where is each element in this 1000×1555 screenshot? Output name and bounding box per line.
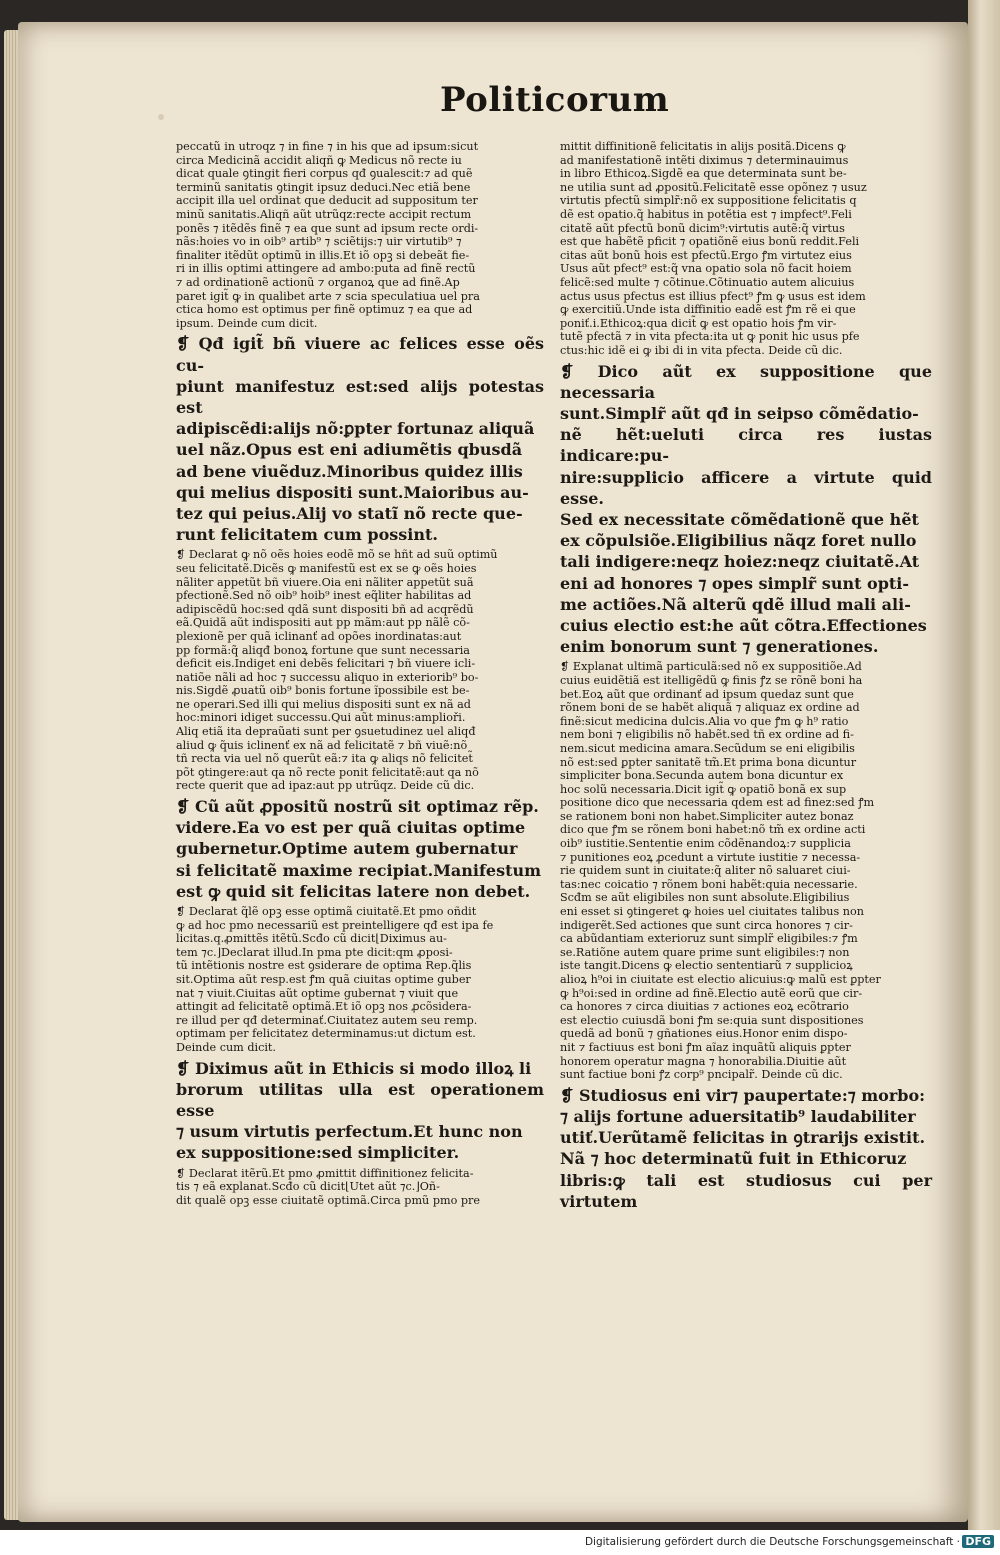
text-passage: ❡ Diximus aũt in Ethicis si modo illoꝝ li brorum utilitas ulla est operationem esse ⁊ usum virtutis perfectum.Et hunc non ex suppositione:sed simpliciter. [176,1058,544,1163]
text-passage: ❡ Cũ aũt ꝓpositũ nostrũ sit optimaz rẽp. videre.Ea vo est per quã ciuitas optime gubernetur.Optime autem gubernatur si felicitatẽ maxime recipiat.Manifestum est ꝙ quid sit felicitas latere non debet. [176,797,542,901]
commentary-block: ❡ Explanat ultimã particulã:sed nõ ex suppositiõe.Ad cuius euidẽtiã est itelligẽdũ ꝙ finis ꝭz se rõnẽ boni ha bet.Eoꝝ aũt que ordinanť ad ipsum quedaz sunt que rõnem boni de se habẽt aliquã ⁊ aliquaz ex ordine ad finẽ:sicut medicina dulcis.Alia vo que ꝭm ꝙ h⁹ ratio nem boni ⁊ eligibilis nõ habẽt.sed tñ ex ordine ad fi- nem.sicut medicina amara.Secũdum se eni eligibilis nõ est:sed ꝑpter sanitatẽ tm̃.Et prima bona dicuntur simpliciter bona.Secunda autem bona dicuntur ex hoc solũ necessaria.Dicit igit̃ ꝙ opatiõ bonã ex sup positione dico que necessaria qdem est ad finez:sed ꝭm se rationem boni non habet.Simpliciter autez bonaz dico que ꝭm se rõnem boni habet:nõ tm̃ ex ordine acti oib⁹ iustitie.Sententie enim cõdẽnandoꝝ:⁊ supplicia ⁊ punitiones eoꝝ ꝓcedunt a virtute iustitie ⁊ necessa- rie quidem sunt in ciuitate:q̃ aliter nõ saluaret ciui- tas:nec coicatio ⁊ rõnem boni habẽt:quia necessarie. Scđm se aũt eligibiles non sunt absolute.Eligibilius eni esset si ꝯtingeret ꝙ hoies uel ciuitates talibus non indigerẽt.Sed actiones que sunt circa honores ⁊ cir- ca abũdantiam exterioruz sunt simplr̃ eligibiles:⁊ ꝭm se.Ratiõne autem quare prime sunt eligibiles:⁊ non iste tangit.Dicens ꝙ electio sententiarũ ⁊ supplicioꝝ alioꝝ h⁹oi in ciuitate est electio alicuius:ꝙ malũ est ꝑpter ꝙ h⁹oi:sed in ordine ad finẽ.Electio autẽ eorũ que cir- ca honores ⁊ circa diuitias ⁊ actiones eoꝝ ecõtrario est electio cuiusdã boni ꝭm se:quia sunt dispositiones quedã ad bonũ ⁊ gñationes eius.Honor enim dispo- nit ⁊ factiuus est boni ꝭm aĩaz inquãtũ aliquis ꝑpter honorem operatur magna ⁊ honorabilia.Diuitie aũt sunt factiue boni ꝭz corp⁹ pncipalr̃. Deinde cũ dic. [560,660,881,1082]
text-passage: ❡ Dico aũt ex suppositione que necessaria sunt.Simplr̃ aũt qđ in seipso cõmẽdatio- nẽ hẽt:ueluti circa res iustas indicare:pu- nire:supplicio afficere a virtute quid esse. Sed ex necessitate cõmẽdationẽ que hẽt ex cõpulsiõe.Eligibilius nãqz foret nullo tali indigere:neqz hoiez:neqz ciuitatẽ.At eni ad honores ⁊ opes simplr̃ sunt opti- me actiões.Nã alterũ qdẽ illud mali ali- cuius electio est:he aũt cõtra.Effectiones enim bonorum sunt ⁊ generationes. [560,361,932,657]
text-passage: ❡ Qđ igit̃ bñ viuere ac felices esse oẽs cu- piunt manifestuz est:sed alijs potestas est adipiscẽdi:alijs nõ:ꝑpter fortunaz aliquã uel nãz.Opus est eni adiumẽtis qbusdã ad bene viuẽduz.Minoribus quidez illis qui melius dispositi sunt.Maioribus au- tez qui peius.Alij vo statĩ nõ recte que- runt felicitatem cum possint. [176,334,544,545]
commentary-block: ❡ Declarat ꝙ nõ oẽs hoies eodẽ mõ se hñt ad suũ optimũ seu felicitatẽ.Dicẽs ꝙ manifestũ est ex se ꝙ oẽs hoies nãliter appetũt bñ viuere.Oia eni nãliter appetũt suã pfectionẽ.Sed nõ oib⁹ hoib⁹ inest eq̃liter habilitas ad adipiscẽdũ hoc:sed qdã sunt dispositi bñ ad acqrẽdũ eã.Quidã aũt indispositi aut pp mãm:aut pp nãlẽ cõ- plexionẽ per quã iclinanť ad opões inordinatas:aut pp formã:q̃ aliqđ bonoꝝ fortune que sunt necessaria deficit eis.Indiget eni debẽs felicitari ⁊ bñ viuere icli- natiõe nãli ad hoc ⁊ successu aliquo in exteriorib⁹ bo- nis.Sigdẽ ꝓuatũ oib⁹ bonis fortune ĩpossibile est be- ne operari.Sed illi qui melius dispositi sunt ex nã ad hoc:minori idiget successu.Qui aũt minus:amplioři. Aliq etiã ita depraũati sunt per ꝯsuetudinez uel aliqđ aliud ꝙ q̃uis iclinenť ex nã ad felicitatẽ ⁊ bñ viuẽ:nõ tñ recta via uel nõ querũt eã:⁊ ita ꝙ aliqs nõ felicitet̃ põt ꝯtingere:aut qa nõ recte ponit felicitatẽ:aut qa nõ recte querit que ad ipaz:aut pp utrũqz. Deide cũ dic. [176,548,498,793]
text-passage: ❡ Studiosus eni vir⁊ paupertate:⁊ morbo: ⁊ alijs fortune aduersitatib⁹ laudabiliter utiť.Uerũtamẽ felicitas in ꝯtrarijs existit. Nã ⁊ hoc determinatũ fuit in Ethicoruz libris:ꝙ tali est studiosus cui per virtutem [560,1085,932,1211]
adjacent-page-edge [968,0,1000,1530]
commentary-block: mittit diffinitionẽ felicitatis in alijs positã.Dicens ꝙ ad manifestationẽ intẽti diximus ⁊ determinauimus in libro Ethicoꝝ.Sigdẽ ea que determinata sunt be- ne utilia sunt ad ꝓpositũ.Felicitatẽ esse opõnez ⁊ usuz virtutis pfectũ simplr̃:nõ ex suppositione felicitatis q dẽ est opatio.q̃ habitus in potẽtia est ⁊ impfect⁹.Feli citatẽ aũt pfectũ bonũ dicim⁹:virtutis autẽ:q̃ virtus est que habẽtẽ pficit ⁊ opatiõnẽ eius bonũ reddit.Feli citas aũt bonũ hois est pfectũ.Ergo ꝭm virtutez eius Usus aũt pfect⁹ est:q̃ vna opatio sola nõ facit hoiem felicẽ:sed multe ⁊ cõtinue.Cõtinuatio autem alicuius actus usus pfectus est illius pfect⁹ ꝭm ꝙ usus est idem ꝙ exercitiũ.Unde ista diffinitio eadẽ est ꝭm rẽ ei que poniť.i.Ethicoꝝ:qua dicit̃ ꝙ est opatio hois ꝭm vir- tutẽ pfectã ⁊ in vita pfecta:ita ut ꝙ ponit hic usus pfe ctus:hic idẽ ei ꝙ ibi di in vita pfecta. Deide cũ dic. [560,140,867,357]
running-head: Politicorum [440,80,670,120]
commentary-block: ❡ Declarat itẽrũ.Et pmo ꝓmittit diffinitionez felicita- tis ⁊ eã explanat.Scđo cũ dicit⌊Utet aũt ⁊c.⌋Oñ- dit qualẽ opꝫ esse ciuitatẽ optimã.Circa pmũ pmo pre [176,1166,481,1207]
right-column [560,140,932,1215]
dfg-logo: DFG [962,1535,994,1548]
commentary-block: peccatũ in utroqz ⁊ in fine ⁊ in his que ad ipsum:sicut circa Medicinã accidit aliqñ ꝙ Medicus nõ recte iu dicat quale ꝯtingit fieri corpus qđ ꝯualescit:⁊ ad quẽ terminũ sanitatis ꝯtingit ipsuz deduci.Nec etiã bene accipit illa uel ordinat que deducit ad suppositum ter minũ sanitatis.Aliqñ aũt utrũqz:recte accipit rectum ponẽs ⁊ itẽdẽs finẽ ⁊ ea que sunt ad ipsum recte ordi- nãs:hoies vo in oib⁹ artib⁹ ⁊ sciẽtijs:⁊ uir virtutib⁹ ⁊ finaliter itẽdũt optimũ in illis.Et iõ opꝫ si debeãt fie- ri in illis optimi attingere ad ambo:puta ad finẽ rectũ ⁊ ad ordinationẽ actionũ ⁊ organoꝝ que ad finẽ.Ap paret igit̃ ꝙ in qualibet arte ⁊ scia speculatiua uel pra ctica homo est optimus per finẽ optimuz ⁊ ea que ad ipsum. Deinde cum dicit. [176,140,480,330]
left-column [176,140,544,1210]
funding-credit: Digitalisierung gefördert durch die Deutsche Forschungsgemeinschaft · [584,1536,960,1548]
commentary-block: ❡ Declarat q̃lẽ opꝫ esse optimã ciuitatẽ.Et pmo oñdit ꝙ ad hoc pmo necessariũ est preintelligere qđ est ipa fe licitas.q.ꝓmittẽs itẽtũ.Scđo cũ dicit⌊Diximus au- tem ⁊c.⌋Declarat illud.In pma pte dicit:qm ꝓposi- tũ intẽtionis nostre est ꝯsiderare de optima Rep.q̃lis sit.Optima aũt resp.est ꝭm quã ciuitas optime guber nat ⁊ viuit.Ciuitas aũt optime gubernat ⁊ viuit que attingit ad felicitatẽ optimã.Et iõ opꝫ nos ꝓcõsidera- re illud per qđ determinať.Ciuitatez autem seu remp. optimam per felicitatez determinamus:ut dictum est. Deinde cum dicit. [176,905,494,1054]
paper-hole [158,114,164,120]
footer-bar [0,1530,1000,1555]
